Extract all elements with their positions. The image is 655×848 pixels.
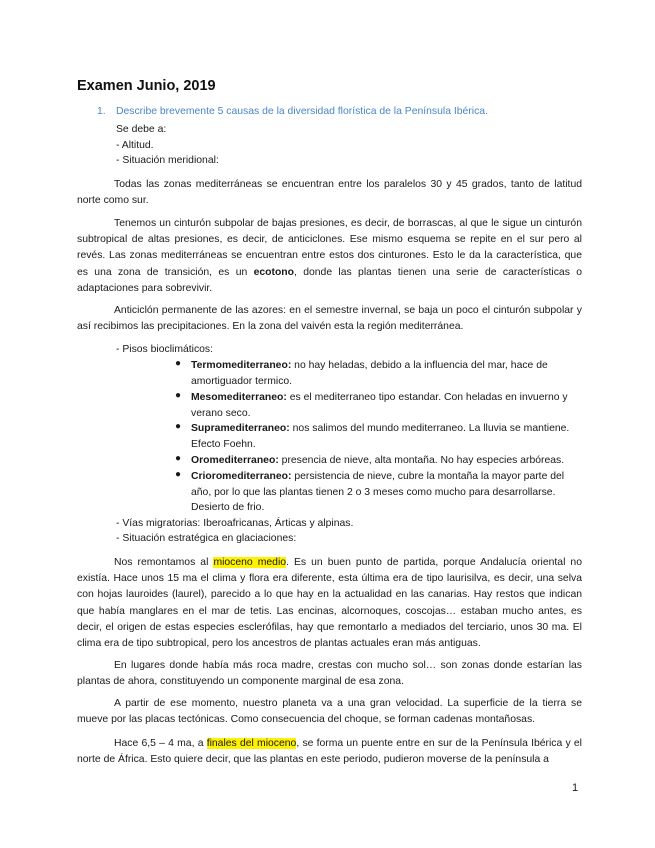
list-item: Termomediterraneo: no hay heladas, debido a la influencia del mar, hace de amortiguador termico. [191, 360, 548, 387]
list-item: Oromediterraneo: presencia de nieve, alta montaña. No hay especies arbóreas. [191, 455, 565, 466]
paragraph: Anticiclón permanente de las azores: en el semestre invernal, se baja un poco el cinturón subpolar y así recibimos las precipitaciones. En la zona del vaivén esta la región mediterránea. [77, 305, 582, 333]
paragraph: Nos remontamos al mioceno medio. Es un buen punto de partida, porque Andalucía oriental no existía. Hace unos 15 ma el clima y flora era diferente, esta última era de tipo laurisilva, es decir, una selva con hojas lauroides (laurel), parecido a lo que hay en la actualidad en las canarias. Hay restos que indican que había manglares en el mar de tetis. Las encinas, alcornoques, coscojas… estaban mucho antes, es decir, el origen de estas especies esclerófilas, hay que remontarlo a mediados del terciario, unos 30 ma. El clima era de tipo subtropical, pero los ancestros de plantas actuales eran más antiguas. [77, 557, 582, 650]
list-item: Supramediterraneo: nos salimos del mundo mediterraneo. La lluvia se mantiene. Efecto Foehn. [191, 423, 570, 450]
ecotono-term: ecotono [253, 266, 294, 278]
document-title: Examen Junio, 2019 [77, 78, 216, 94]
page-number: 1 [572, 782, 579, 794]
bullet-icon: ● [175, 390, 182, 401]
bullet-icon: ● [175, 358, 182, 369]
highlight-finales-mioceno: finales del mioceno [206, 738, 297, 749]
intro-line: Se debe a: [116, 124, 167, 135]
bullet-icon: ● [175, 453, 182, 464]
paragraph: Tenemos un cinturón subpolar de bajas presiones, es decir, de borrascas, al que le sigue un cinturón subtropical de altas presiones, es decir, de anticiclones. Ese mismo esquema se repite en el sur pero al revés. Las zonas mediterráneas se encuentran entre estos dos cinturones. Esto le da la característica, que es una zona de transición, es un ecotono, donde las plantas tienen una serie de características o adaptaciones para sobrevivir. [77, 218, 583, 294]
intro-line: - Situación meridional: [116, 155, 219, 166]
list-item: Crioromediterraneo: persistencia de nieve, cubre la montaña la mayor parte del año, por lo que las plantas tienen 2 o 3 meses como mucho para desarrollarse. Desierto de frio. [191, 471, 565, 514]
paragraph: Todas las zonas mediterráneas se encuentran entre los paralelos 30 y 45 grados, tanto de latitud norte como sur. [77, 179, 582, 207]
paragraph: En lugares donde había más roca madre, crestas con mucho sol… son zonas donde estarían las plantas de ahora, constituyendo un componente marginal de esa zona. [77, 660, 582, 688]
bullet-icon: ● [175, 469, 182, 480]
question-number: 1. [97, 106, 106, 117]
question-text: Describe brevemente 5 causas de la diversidad florística de la Península Ibérica. [116, 106, 488, 117]
paragraph: A partir de ese momento, nuestro planeta va a una gran velocidad. La superficie de la tierra se mueve por las placas tectónicas. Como consecuencia del choque, se forman cadenas montañosas. [77, 698, 582, 726]
bullet-icon: ● [175, 421, 182, 432]
vias-line: - Vías migratorias: Iberoafricanas, Árticas y alpinas. [116, 518, 354, 529]
highlight-mioceno-medio: mioceno medio [213, 557, 287, 568]
pisos-label: - Pisos bioclimáticos: [116, 344, 214, 355]
situacion-line: - Situación estratégica en glaciaciones: [116, 533, 297, 544]
question-heading [97, 106, 488, 117]
paragraph: Hace 6,5 – 4 ma, a finales del mioceno, se forma un puente entre en sur de la Península Ibérica y el norte de África. Esto quiere decir, que las plantas en este periodo, pudieron moverse de la península a [77, 738, 582, 766]
intro-line: - Altitud. [116, 140, 154, 151]
list-item: Mesomediterraneo: es el mediterraneo tipo estandar. Con heladas en invuerno y verano seco. [191, 392, 568, 419]
